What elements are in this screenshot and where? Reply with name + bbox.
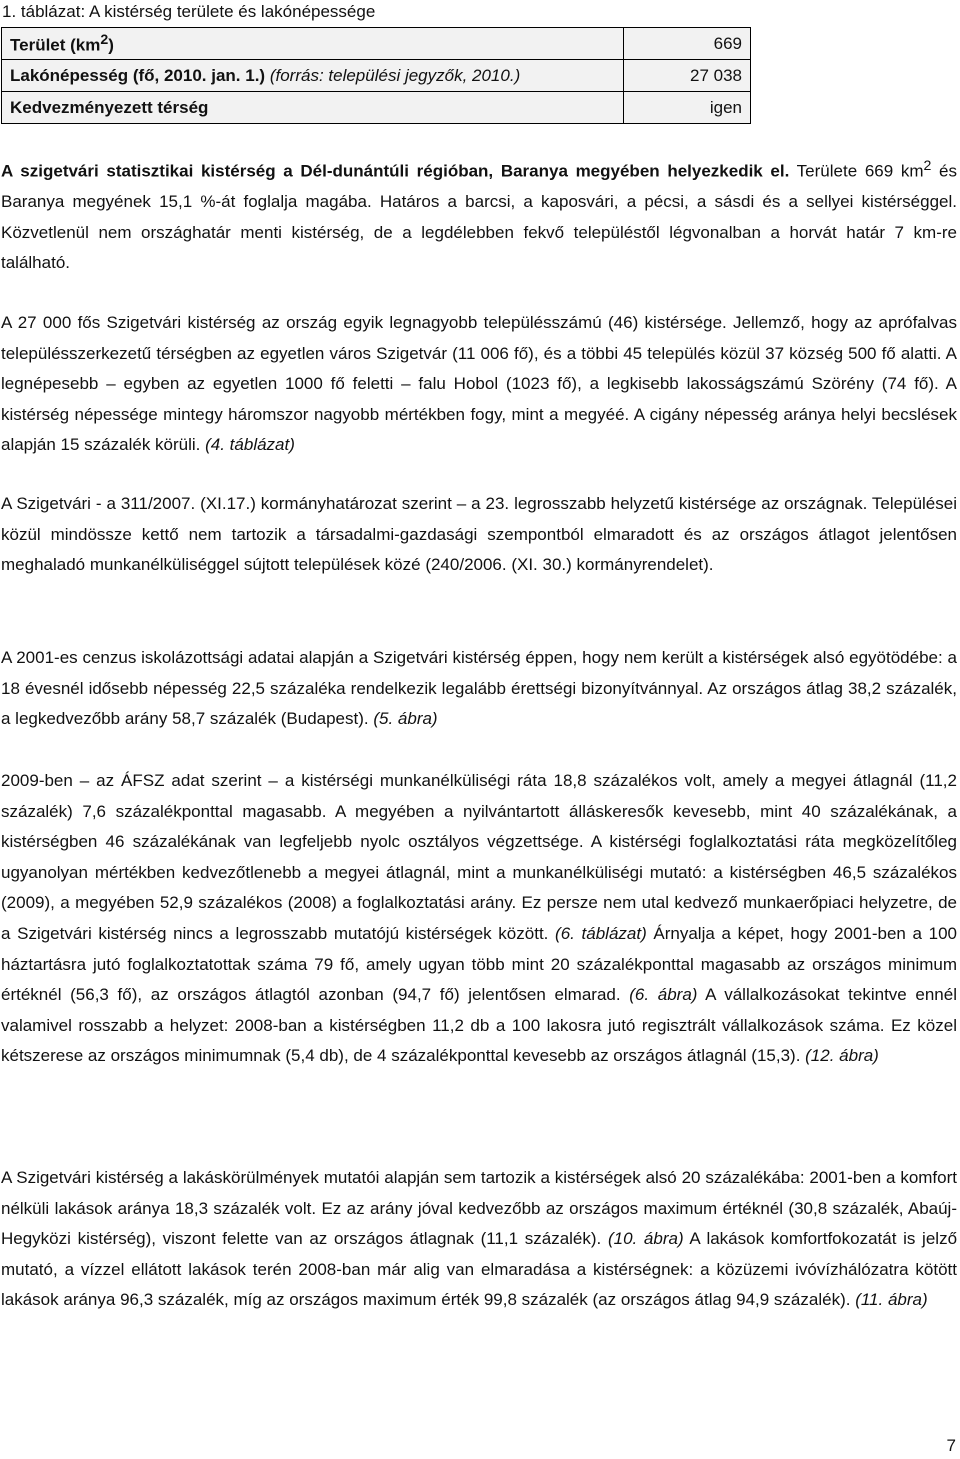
figure-reference: (12. ábra) [805, 1046, 879, 1066]
text-run: A 27 000 fős Szigetvári kistérség az ország egyik legnagyobb településszámú (46) kistérsége. Jellemző, hogy az aprófalvas településszerkezetű térségben az egyetlen város Szigetvár (11 006 fő), és a többi 45 település közül 37 község 500 fő alatti. A legnépesebb – egyben az egyetlen 1000 fő feletti – falu Hobol (1023 fő), a legkisebb lakosságszámú Szörény (74 fő). A kistérség népessége mintegy háromszor nagyobb mértékben fogy, mint a megyéé. A cigány népesség aránya helyi becslések alapján 15 százalék körüli. [1, 313, 957, 455]
row-value: 27 038 [624, 60, 751, 92]
figure-reference: (11. ábra) [855, 1290, 928, 1310]
paragraph-population [1, 308, 957, 461]
row-label [2, 28, 624, 60]
row-value: 669 [624, 28, 751, 60]
source-note: (forrás: települési jegyzők, 2010.) [269, 65, 521, 85]
figure-reference: (10. ábra) [607, 1229, 684, 1249]
paragraph-disadvantaged: A Szigetvári - a 311/2007. (XI.17.) kormányhatározat szerint – a 23. legrosszabb helyzetű kistérsége az országnak. Települései közül mindössze kettő nem tartozik a társadalmi-gazdasági szempontból elmaradott és az országos átlagot jelentősen meghaladó munkanélküliséggel sújtott települések közé (240/2006. (XI. 30.) kormányrendelet). [1, 494, 957, 575]
paragraph-employment [1, 766, 957, 1072]
paragraph-education [1, 643, 957, 735]
area-label-tail: ) [108, 35, 114, 55]
figure-reference: (6. ábra) [629, 985, 698, 1005]
table-row [2, 92, 751, 124]
text-run: Területe 669 km [789, 161, 924, 181]
figure-reference: (5. ábra) [373, 709, 438, 729]
text-run: és Baranya megyének 15,1 %-át foglalja magába. Határos a barcsi, a kaposvári, a pécsi, a sásdi és a sellyei kistérséggel. Közvetlenül nem országhatár menti kistérség, de a legdélebben fekvő településtől légvonalban a horvát határ 7 km-re található. [1, 161, 957, 273]
row-label [2, 60, 624, 92]
figure-reference: (4. táblázat) [205, 435, 295, 455]
text-run: A vállalkozásokat tekintve ennél valamivel rosszabb a helyzet: 2008-ban a kistérségben 11,2 db a 100 lakosra jutó regisztrált vállalkozások száma. Ez közel kétszerese az országos minimumnak (5,4 db), de 4 százalékponttal kevesebb az országos átlagnál (15,3). [1, 985, 957, 1066]
text-run: Árnyalja a képet, hogy 2001-ben a 100 háztartásra jutó foglalkoztatottak száma 79 fő, amely ugyan több mint 20 százalékponttal magasabb az országos minimum értéknél (56,3 fő), az országos átlagtól azonban (94,7 fő) jelentősen elmarad. [1, 923, 958, 1005]
text-run: A 2001-es cenzus iskolázottsági adatai alapján a Szigetvári kistérség éppen, hogy nem került a kistérségek alsó egyötödébe: a 18 évesnél idősebb népesség 22,5 százaléka rendelkezik legalább érettségi bizonyítvánnyal. Az országos átlag 38,2 százalék, a legkedvezőbb arány 58,7 százalék (Budapest). [1, 648, 957, 729]
area-label: Terület (km [10, 35, 101, 55]
table-row [2, 28, 751, 60]
table-row [2, 60, 751, 92]
row-label: Kedvezményezett térség [2, 92, 624, 124]
superscript: 2 [923, 158, 932, 174]
table-caption: 1. táblázat: A kistérség területe és lakónépessége [2, 2, 376, 21]
superscript: 2 [100, 31, 109, 48]
row-value: igen [624, 92, 751, 124]
bold-lead: A szigetvári statisztikai kistérség a Dél-dunántúli régióban, Baranya megyében helyezkedik el. [1, 161, 790, 181]
text-run: A lakások komfortfokozatát is jelző mutató, a vízzel ellátott lakások terén 2008-ban már alig van elmaradása a kistérségnek: a közüzemi ivóvízhálózatra kötött lakások aránya 96,3 százalék, míg az országos maximum érték 99,8 százalék (az országos átlag 94,9 százalék). [1, 1229, 958, 1310]
paragraph-housing [1, 1163, 957, 1316]
text-run: 2009-ben – az ÁFSZ adat szerint – a kistérségi munkanélküliségi ráta 18,8 százalékos volt, amely a megyei átlagnál (11,2 százalék) 7,6 százalékponttal magasabb. A megyében a nyilvántartott álláskeresők kevesebb, mint 40 százalékának, a kistérségben 46 százalékának van legfeljebb nyolc osztályos végzettsége. A kistérségi foglalkoztatási ráta megközelítőleg ugyanolyan mértékben kedvezőtlenebb a megyei átlagnál, mint a munkanélküliségi mutató: a kistérségben 46,5 százalékos (2009), a megyében 52,9 százalékos (2008) a foglalkoztatási arány. Ez persze nem utal kedvező munkaerőpiaci helyzetre, de a Szigetvári kistérség nincs a legrosszabb mutatójú kistérségek között. [1, 771, 957, 943]
population-label: Lakónépesség (fő, 2010. jan. 1.) [10, 65, 270, 85]
paragraph-location [1, 151, 957, 279]
text-run: A Szigetvári kistérség a lakáskörülmények mutatói alapján sem tartozik a kistérségek alsó 20 százalékába: 2001-ben a komfort nélküli lakások aránya 18,3 százalék volt. Ez az arány jóval kedvezőbb az országos maximum értéknél (30,8 százalék, Abaúj-Hegyközi kistérség), viszont felette van az országos átlagnak (11,1 százalék). [1, 1168, 957, 1249]
page-number: 7 [946, 1436, 956, 1455]
area-population-table [1, 27, 751, 124]
figure-reference: (6. táblázat) [555, 923, 647, 943]
